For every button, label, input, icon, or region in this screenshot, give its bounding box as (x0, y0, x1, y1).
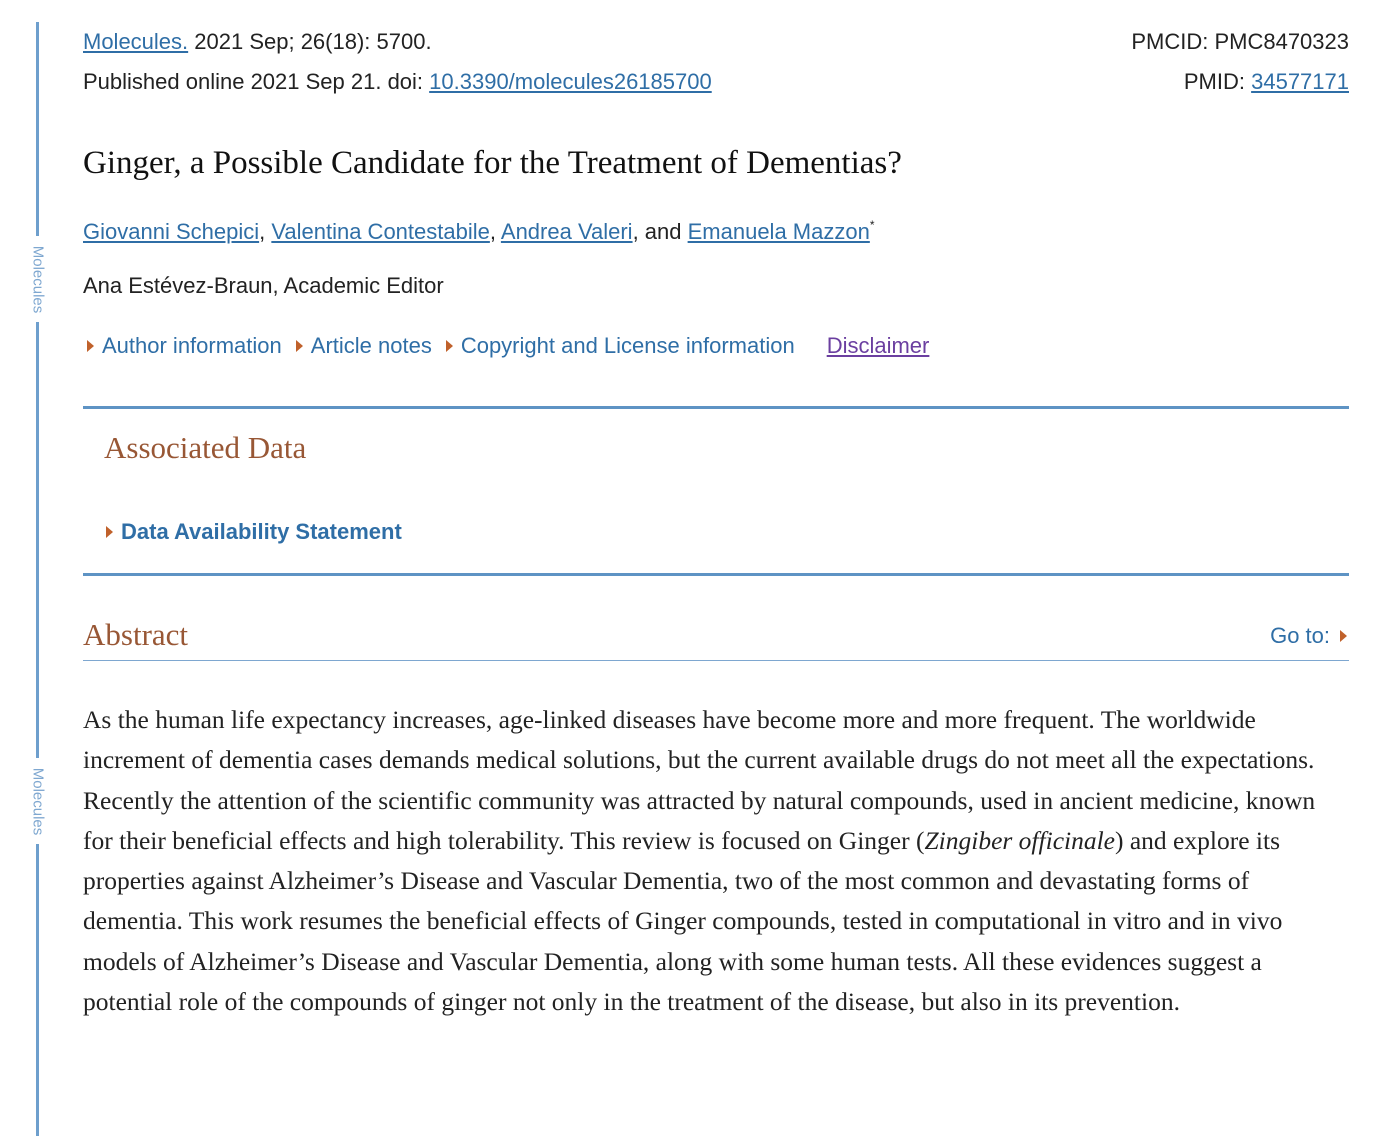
disclaimer-link[interactable]: Disclaimer (826, 333, 930, 358)
toggle-label: Author information (102, 333, 282, 358)
section-divider (83, 406, 1349, 409)
journal-side-rail (36, 22, 39, 1136)
published-row (83, 69, 1349, 95)
author-separator: , and (632, 219, 688, 244)
goto-label: Go to: (1270, 623, 1330, 648)
citation-issue: 2021 Sep; 26(18): 5700. (188, 29, 432, 54)
data-availability-toggle[interactable] (104, 518, 402, 546)
goto-arrow-icon (1340, 630, 1347, 642)
author-link[interactable]: Giovanni Schepici (83, 219, 260, 244)
expand-arrow-icon (296, 340, 303, 352)
side-rail-text: Molecules (29, 245, 47, 313)
abstract-text-part: As the human life expectancy increases, age-linked diseases have become more and more frequent. The worldwide increment of dementia cases demands medical solutions, but the current available drugs do not meet all the expectations. Recently the attention of the scientific community was attracted by natural compounds, used in ancient medicine, known for their beneficial effects and high tolerability. This review is focused on Ginger ( (83, 705, 1316, 855)
pmid-label: PMID: (1183, 69, 1252, 94)
abstract-heading: Abstract (83, 617, 189, 652)
published-prefix: Published online 2021 Sep 21. doi: (83, 69, 430, 94)
article-title: Ginger, a Possible Candidate for the Treatment of Dementias? (83, 145, 902, 181)
academic-editor: Ana Estévez-Braun, Academic Editor (83, 273, 444, 298)
author-list (83, 211, 875, 246)
goto-menu[interactable] (1270, 622, 1349, 650)
article-notes-toggle[interactable] (292, 332, 432, 360)
pmcid: PMCID: PMC8470323 (1131, 29, 1349, 54)
pmid-link[interactable]: 34577171 (1251, 69, 1349, 94)
author-information-toggle[interactable] (83, 332, 282, 360)
side-rail-text: Molecules (29, 767, 47, 835)
article-info-toggles (83, 332, 929, 360)
abstract-text-part: ) and explore its properties against Alzheimer’s Disease and Vascular Dementia, two of the most common and devastating forms of dementia. This work resumes the beneficial effects of Ginger compounds, tested in computational in vitro and in vivo models of Alzheimer’s Disease and Vascular Dementia, along with some human tests. All these evidences suggest a potential role of the compounds of ginger not only in the treatment of the disease, but also in its prevention. (83, 825, 1283, 1017)
side-rail-label-top (28, 236, 48, 322)
section-divider (83, 573, 1349, 576)
author-link[interactable]: Emanuela Mazzon (687, 219, 870, 244)
doi-link[interactable]: 10.3390/molecules26185700 (429, 69, 712, 94)
expand-arrow-icon (446, 340, 453, 352)
citation-row (83, 29, 1349, 55)
expand-arrow-icon (87, 340, 94, 352)
toggle-label: Article notes (310, 333, 432, 358)
pmid (1184, 69, 1349, 95)
corresponding-author-mark[interactable]: * (869, 218, 875, 232)
associated-data-heading: Associated Data (104, 430, 307, 465)
abstract-heading-underline (83, 660, 1349, 661)
abstract-text (83, 700, 1349, 1022)
author-separator: , (259, 219, 272, 244)
toggle-label: Data Availability Statement (121, 519, 402, 544)
author-separator: , (489, 219, 501, 244)
species-name: Zingiber officinale (924, 825, 1115, 855)
expand-arrow-icon (106, 526, 113, 538)
toggle-label: Copyright and License information (460, 333, 795, 358)
side-rail-label-bottom (28, 758, 48, 844)
journal-link[interactable]: Molecules. (83, 29, 189, 54)
author-link[interactable]: Andrea Valeri (500, 219, 633, 244)
copyright-license-toggle[interactable] (442, 332, 795, 360)
author-link[interactable]: Valentina Contestabile (271, 219, 490, 244)
